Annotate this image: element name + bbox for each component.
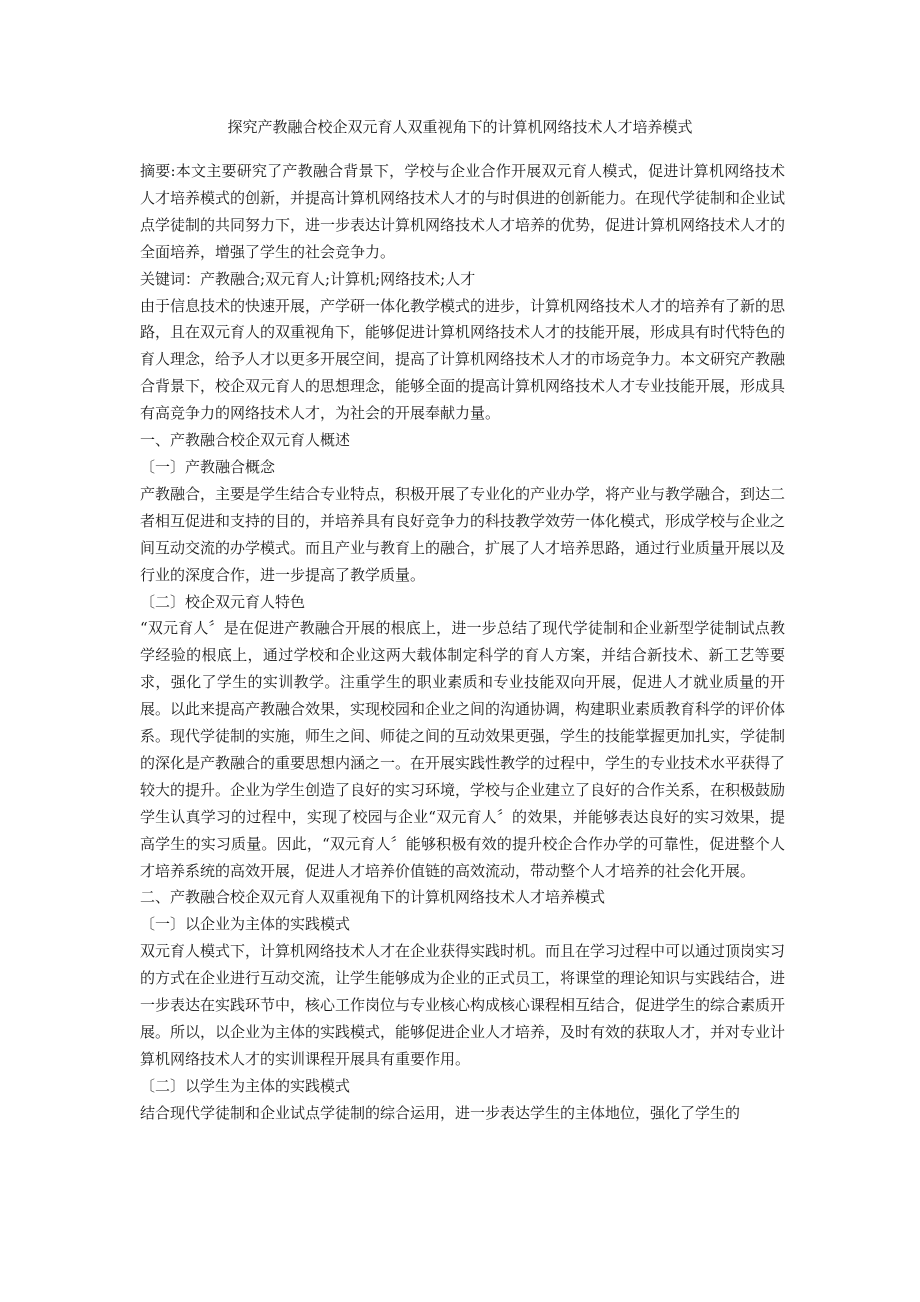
body-paragraph: 结合现代学徒制和企业试点学徒制的综合运用，进一步表达学生的主体地位，强化了学生的 xyxy=(140,1103,741,1122)
subsection-heading-2-2: 〔二〕以学生为主体的实践模式 xyxy=(140,1076,351,1095)
subsection-heading-2-1: 〔一〕以企业为主体的实践模式 xyxy=(140,915,351,934)
subsection-heading-1-1: 〔一〕产教融合概念 xyxy=(140,457,276,476)
intro-paragraph: 由于信息技术的快速开展，产学研一体化教学模式的进步，计算机网络技术人才的培养有了新的思路，且在双元育人的双重视角下，能够促进计算机网络技术人才的技能开展，形成具有时代特色的育人理念，给予人才以更多开展空间，提高了计算机网络技术人才的市场竞争力。本文研究产教融合背景下，校企双元育人的思想理念，能够全面的提高计算机网络技术人才专业技能开展，形成具有高竞争力的网络技术人才，为社会的开展奉献力量。 xyxy=(140,296,786,423)
section-heading-2: 二、产教融合校企双元育人双重视角下的计算机网络技术人才培养模式 xyxy=(140,888,606,907)
document-title: 探究产教融合校企双元育人双重视角下的计算机网络技术人才培养模式 xyxy=(227,118,693,136)
subsection-heading-1-2: 〔二〕校企双元育人特色 xyxy=(140,592,306,611)
document-body xyxy=(140,158,785,1127)
abstract-paragraph: 摘要:本文主要研究了产教融合背景下，学校与企业合作开展双元育人模式，促进计算机网络技术人才培养模式的创新，并提高计算机网络技术人才的与时俱进的创新能力。在现代学徒制和企业试点学徒制的共同努力下，进一步表达计算机网络技术人才培养的优势，促进计算机网络技术人才的全面培养，增强了学生的社会竞争力。 xyxy=(140,162,786,261)
body-paragraph: 双元育人模式下，计算机网络技术人才在企业获得实践时机。而且在学习过程中可以通过顶岗实习的方式在企业进行互动交流，让学生能够成为企业的正式员工，将课堂的理论知识与实践结合，进一步表达在实践环节中，核心工作岗位与专业核心构成核心课程相互结合，促进学生的综合素质开展。所以，以企业为主体的实践模式，能够促进企业人才培养，及时有效的获取人才，并对专业计算机网络技术人才的实训课程开展具有重要作用。 xyxy=(140,942,786,1068)
body-paragraph: “双元育人〞是在促进产教融合开展的根底上，进一步总结了现代学徒制和企业新型学徒制试点教学经验的根底上，通过学校和企业这两大载体制定科学的育人方案，并结合新技术、新工艺等要求，强化了学生的实训教学。注重学生的职业素质和专业技能双向开展，促进人才就业质量的开展。以此来提高产教融合效果，实现校园和企业之间的沟通协调，构建职业素质教育科学的评价体系。现代学徒制的实施，师生之间、师徒之间的互动效果更强，学生的技能掌握更加扎实，学徒制的深化是产教融合的重要思想内涵之一。在开展实践性教学的过程中，学生的专业技术水平获得了较大的提升。企业为学生创造了良好的实习环境，学校与企业建立了良好的合作关系，在积极鼓励学生认真学习的过程中，实现了校园与企业“双元育人〞的效果，并能够表达良好的实习效果，提高学生的实习质量。因此，“双元育人〞能够积极有效的提升校企合作办学的可靠性，促进整个人才培养系统的高效开展，促进人才培养价值链的高效流动，带动整个人才培养的社会化开展。 xyxy=(140,619,786,880)
section-heading-1: 一、产教融合校企双元育人概述 xyxy=(140,431,351,450)
body-paragraph: 产教融合，主要是学生结合专业特点，积极开展了专业化的产业办学，将产业与教学融合，到达二者相互促进和支持的目的，并培养具有良好竞争力的科技教学效劳一体化模式，形成学校与企业之间互动交流的办学模式。而且产业与教育上的融合，扩展了人才培养思路，通过行业质量开展以及行业的深度合作，进一步提高了教学质量。 xyxy=(140,484,786,584)
keywords-line: 关键词：产教融合;双元育人;计算机;网络技术;人才 xyxy=(140,269,476,288)
